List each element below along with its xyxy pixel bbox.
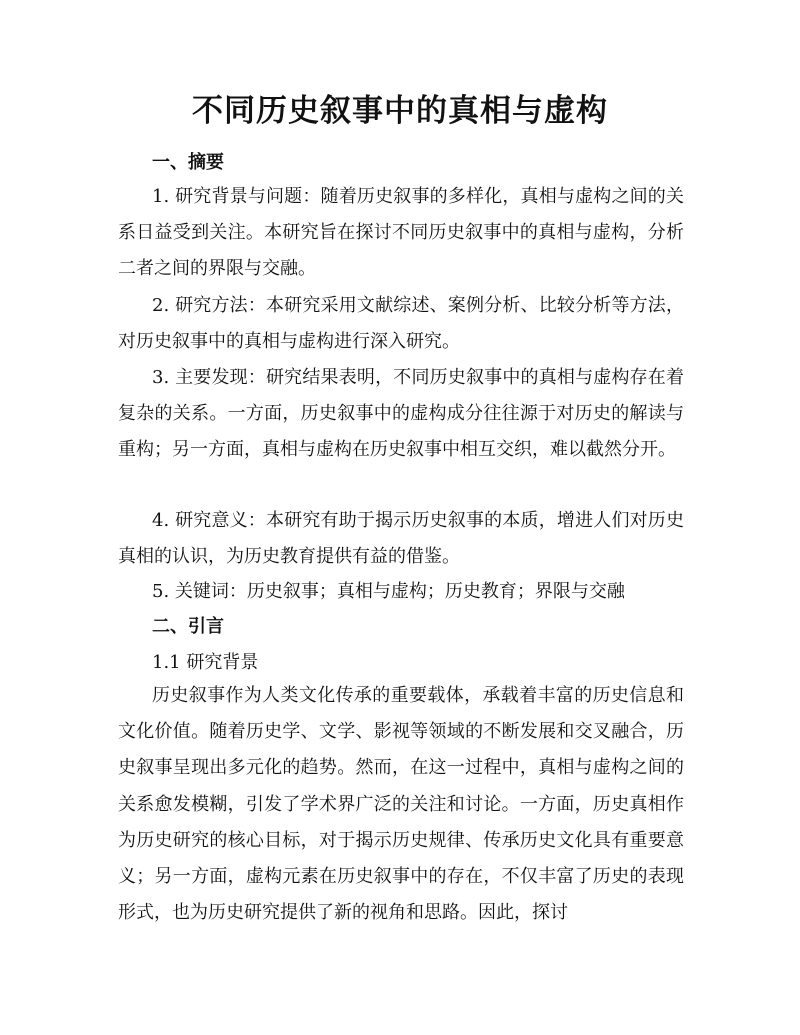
abstract-paragraph-2: 2. 研究方法：本研究采用文献综述、案例分析、比较分析等方法，对历史叙事中的真相与虚构进行深入研究。 [118,295,684,353]
abstract-paragraph-5: 5. 关键词：历史叙事；真相与虚构；历史教育；界限与交融 [152,581,625,602]
introduction-paragraph-1: 历史叙事作为人类文化传承的重要载体，承载着丰富的历史信息和文化价值。随着历史学、文学、影视等领域的不断发展和交叉融合，历史叙事呈现出多元化的趋势。然而，在这一过程中，真相与虚构之间的关系愈发模糊，引发了学术界广泛的关注和讨论。一方面，历史真相作为历史研究的核心目标，对于揭示历史规律、传承历史文化具有重要意义；另一方面，虚构元素在历史叙事中的存在，不仅丰富了历史的表现形式，也为历史研究提供了新的视角和思路。因此，探讨 [118,685,684,924]
document-title: 不同历史叙事中的真相与虚构 [192,93,608,129]
section-heading-introduction: 二、引言 [152,616,224,637]
abstract-paragraph-4: 4. 研究意义：本研究有助于揭示历史叙事的本质，增进人们对历史真相的认识，为历史教育提供有益的借鉴。 [118,510,684,568]
abstract-paragraph-1: 1. 研究背景与问题：随着历史叙事的多样化，真相与虚构之间的关系日益受到关注。本研究旨在探讨不同历史叙事中的真相与虚构，分析二者之间的界限与交融。 [118,186,684,280]
abstract-paragraph-3: 3. 主要发现：研究结果表明，不同历史叙事中的真相与虚构存在着复杂的关系。一方面，历史叙事中的虚构成分往往源于对历史的解读与重构；另一方面，真相与虚构在历史叙事中相互交织，难以截然分开。 [118,367,684,461]
section-heading-abstract: 一、摘要 [152,152,224,173]
subsection-heading-background: 1.1 研究背景 [152,652,259,673]
